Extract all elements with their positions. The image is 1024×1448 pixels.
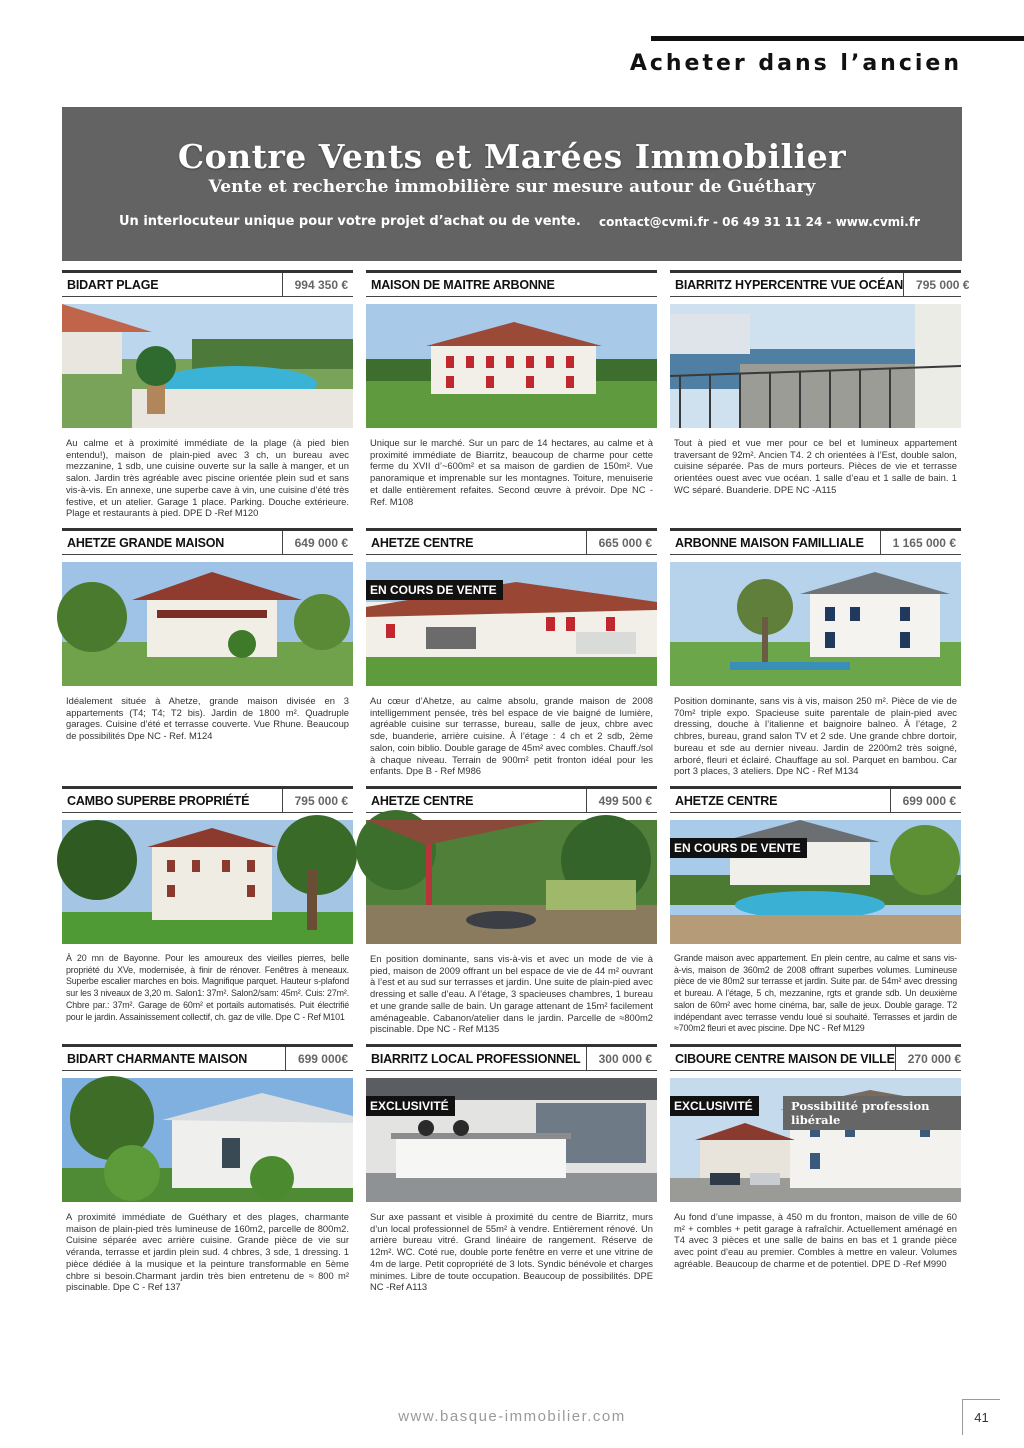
agency-subtitle: Vente et recherche immobilière sur mesure autour de Guéthary xyxy=(208,177,816,197)
listing-card[interactable] xyxy=(366,1044,657,1302)
listing-description: Au calme et à proximité immédiate de la plage (à pied bien entendu!), maison de plain-pied avec 3 ch, un bureau avec mezzanine, 1 sdb, une cuisine ouverte sur la salle à manger, et un salon. Jardin très agréable avec piscine orientée plein sud et sans vis-à-vis. En annexe, une superbe cave à vin, une cuisine d’été très festive, et un atelier. Garage 1 place. Parking. Douche extérieure. Plage et restaurants à pied. DPE D -Ref M120 xyxy=(66,437,349,519)
listing-header xyxy=(670,789,961,813)
agency-name: Contre Vents et Marées Immobilier xyxy=(177,137,847,176)
listing-card[interactable] xyxy=(62,528,353,786)
listing-description: En position dominante, sans vis-à-vis et avec un mode de vie à pied, maison de 2009 offrant un bel espace de vie de 44 m² ouvrant à l’est et au sud sur terrasses et jardin. Une suite de plain-pied avec dressing et salle d’eau. A l’étage, 3 spacieuses chambres, 1 bureau et une grande salle de bain. Un garage attenant de 15m² facilement aménageable. Cabanon/atelier dans le jardin. Parcelle de ≈800m2 piscinable. Dpe NC - Ref M135 xyxy=(370,953,653,1035)
listing-card[interactable] xyxy=(670,786,961,1044)
listing-description: Idéalement située à Ahetze, grande maison divisée en 3 appartements (T4; T4; T2 bis). Jardin de 1800 m². Quadruple garages. Cuisine d’été et terrasse couverte. Vue Rhune. Beaucoup de possibilités Dpe NC - Ref. M124 xyxy=(66,695,349,742)
listing-description: Sur axe passant et visible à proximité du centre de Biarritz, murs d’un local professionnel de 55m² à vendre. Entièrement rénové. Un arrière bureau vitré. Grand linéaire de rangement. Réserve de 12m². WC. Coté rue, double porte fenêtre en verre et une vitrine de 4m de large. Petit copropriété de 3 lots. Syndic bénévole et charges minimes. Libre de toute occupation. Beaucoup de possibilités. DPE NC -Ref A113 xyxy=(370,1211,653,1293)
listing-price: 665 000 € xyxy=(586,531,657,554)
listing-photo xyxy=(366,820,657,944)
listing-price: 795 000 € xyxy=(903,273,974,296)
listing-photo xyxy=(670,562,961,686)
listing-description: A proximité immédiate de Guéthary et des plages, charmante maison de plain-pied très lumineuse de 160m2, parcelle de 800m2. Cuisine séparée avec arrière cuisine. Grande pièce de vie sur véranda, terrasse et jardin plein sud. 4 chbres, 3 sde, 1 dressing. 1 pièce dédiée à la musique et la peinture transformable en 5ème chbre si besoin.Charmant jardin très bien entretenu de ≈ 800 m² piscinable. Dpe C - Ref 137 xyxy=(66,1211,349,1293)
listing-header xyxy=(670,273,970,297)
listing-header xyxy=(62,789,353,813)
listing-title: BIDART CHARMANTE MAISON xyxy=(67,1051,248,1066)
listing-header xyxy=(670,531,961,555)
listing-ribbon: EXCLUSIVITÉ xyxy=(670,1096,759,1116)
listing-card[interactable] xyxy=(670,270,970,528)
listing-ribbon: EN COURS DE VENTE xyxy=(670,838,807,858)
listing-price: 270 000 € xyxy=(895,1047,966,1070)
listing-photo xyxy=(62,562,353,686)
listing-photo xyxy=(366,304,657,428)
header-rule xyxy=(651,36,1024,41)
listing-photo xyxy=(62,304,353,428)
listing-title: BIARRITZ LOCAL PROFESSIONNEL xyxy=(371,1051,581,1066)
listing-title: AHETZE GRANDE MAISON xyxy=(67,535,225,550)
listing-price: 300 000 € xyxy=(586,1047,657,1070)
listing-header xyxy=(62,531,353,555)
listing-header xyxy=(62,273,353,297)
listing-ribbon-extra: Possibilité profession libérale xyxy=(783,1096,961,1130)
listing-price: 649 000 € xyxy=(282,531,353,554)
agency-banner xyxy=(62,107,962,261)
listing-card[interactable] xyxy=(62,270,353,528)
listing-description: À 20 mn de Bayonne. Pour les amoureux des vieilles pierres, belle propriété du XVe, modernisée, à finir de rénover. Fenêtres à meneaux. Superbe escalier marches en bois. Magnifique parquet. Hauteur s-plafond sur les 3 niveaux de 3,20 m. Salon1: 37m². Salon2/sam: 45m². Cuis: 27m². Chbre par.: 37m². Garage de 60m² et portails automatisés. Puit électrifié pour le jardin. Assainissement collectif, ch. gaz de ville. Dpe C - Ref M101 xyxy=(66,953,349,1022)
listing-title: BIARRITZ HYPERCENTRE VUE OCÉAN xyxy=(675,277,904,292)
agency-contact[interactable]: contact@cvmi.fr - 06 49 31 11 24 - www.cvmi.fr xyxy=(598,215,920,229)
listing-description: Grande maison avec appartement. En plein centre, au calme et sans vis-à-vis, maison de 360m2 de 2008 offrant superbes volumes. Lumineuse pièce de vie 80m2 sur terrasse et jardin. Suite par. de 54m² avec dressing et bureau. A l’étage, 5 ch, mezzanine, rgts et grande sdb. Un deuxième salon de 60m² avec home cinéma, bar, salle de jeux. Double garage. T2 indépendant avec terrasse vendu loué si souhaité. Terrasses et jardin de ≈700m2 fleuri et avec piscine. Dpe NC - Ref M129 xyxy=(674,953,957,1034)
listing-card[interactable] xyxy=(366,528,657,786)
listing-card[interactable] xyxy=(366,786,657,1044)
listing-title: CAMBO SUPERBE PROPRIÉTÉ xyxy=(67,793,250,808)
listing-header xyxy=(366,273,657,297)
listing-price: 994 350 € xyxy=(282,273,353,296)
listing-card[interactable] xyxy=(366,270,657,528)
listing-price: 499 500 € xyxy=(586,789,657,812)
listing-description: Au cœur d’Ahetze, au calme absolu, grande maison de 2008 intelligemment pensée, très bel espace de vie baigné de lumière, agréable cuisine sur terrasse, bureau, salle de jeux, chbre avec sde, buanderie, arrière cuisine. À l’étage : 4 ch et 2 sdb, 2ème salon, coin biblio. Double garage de 45m² avec combles. Chauff./sol à chaque niveau. Terrain de 900m² petit fronton idéal pour les enfants. Dpe B - Ref M986 xyxy=(370,695,653,777)
listing-description: Unique sur le marché. Sur un parc de 14 hectares, au calme et à proximité immédiate de Biarritz, beaucoup de charme pour cette ferme du XVII d’~600m² et sa maison de gardien de 150m². Vue panoramique et imprenable sur les montagnes. Toiture, menuiserie et dalle entièrement refaites. Second œuvre à prévoir. Dpe NC - Ref. M108 xyxy=(370,437,653,507)
listing-ribbon: EXCLUSIVITÉ xyxy=(366,1096,455,1116)
page-number: 41 xyxy=(962,1399,1000,1435)
listing-description: Position dominante, sans vis à vis, maison 250 m². Pièce de vie de 70m² triple expo. Spacieuse suite parentale de plain-pied avec dressing, douche à l’italienne et baignoire balneo. À l’étage, 2 chbres, bureau, grand salon TV et 2 sde. Une grande chbre dortoir, bureau et sde au dernier niveau. Jardin de 2200m2 très soigné, arboré, fleuri et éclairé. Chauffage au sol. Parquet en bambou. Car port 3 places, 3 ateliers. Dpe NC - Ref M134 xyxy=(674,695,957,777)
listing-header xyxy=(366,531,657,555)
listing-description: Au fond d’une impasse, à 450 m du fronton, maison de ville de 60 m² + combles + petit garage à rafraîchir. Actuellement aménagé en T4 avec 3 pièces et une salle de bains en bas et 1 grande pièce avec point d’eau au premier. Combles à mettre en valeur. Volumes agréable. Beaucoup de charme et de potentiel. DPE D -Ref M990 xyxy=(674,1211,957,1269)
listing-title: MAISON DE MAITRE ARBONNE xyxy=(371,277,555,292)
listing-header xyxy=(366,789,657,813)
listing-price: 699 000€ xyxy=(285,1047,353,1070)
listing-card[interactable] xyxy=(62,786,353,1044)
listing-title: ARBONNE MAISON FAMILLIALE xyxy=(675,535,864,550)
listing-card[interactable] xyxy=(670,528,961,786)
listing-photo xyxy=(670,1078,961,1202)
listing-title: AHETZE CENTRE xyxy=(675,793,778,808)
listing-title: AHETZE CENTRE xyxy=(371,793,474,808)
listings-grid xyxy=(62,270,970,1302)
listing-card[interactable] xyxy=(670,1044,961,1302)
listing-header xyxy=(62,1047,353,1071)
listing-price: 795 000 € xyxy=(282,789,353,812)
listing-price: 699 000 € xyxy=(890,789,961,812)
listing-photo xyxy=(670,820,961,944)
listing-photo xyxy=(62,1078,353,1202)
listing-title: CIBOURE CENTRE MAISON DE VILLE xyxy=(675,1051,895,1066)
listing-price: 1 165 000 € xyxy=(880,531,961,554)
listing-description: Tout à pied et vue mer pour ce bel et lumineux appartement traversant de 92m². Ancien T4. 2 ch orientées à l’Est, double salon, cuisine séparée. Pas de murs porteurs. Pièces de vie et terrasse orientées ouest avec vue océan. 1 salle d’eau et 1 salle de bain. 1 WC séparé. Buanderie. DPE NC -A115 xyxy=(674,437,957,495)
listing-photo xyxy=(366,562,657,686)
listing-header xyxy=(670,1047,961,1071)
listing-photo xyxy=(62,820,353,944)
agency-tagline: Un interlocuteur unique pour votre projet d’achat ou de vente. xyxy=(119,214,581,229)
listing-photo xyxy=(670,304,961,428)
footer-website[interactable]: www.basque-immobilier.com xyxy=(398,1408,626,1425)
listing-ribbon: EN COURS DE VENTE xyxy=(366,580,503,600)
listing-title: BIDART PLAGE xyxy=(67,277,159,292)
section-title: Acheter dans l’ancien xyxy=(629,51,962,76)
listing-photo xyxy=(366,1078,657,1202)
listing-header xyxy=(366,1047,657,1071)
listing-card[interactable] xyxy=(62,1044,353,1302)
listing-title: AHETZE CENTRE xyxy=(371,535,474,550)
